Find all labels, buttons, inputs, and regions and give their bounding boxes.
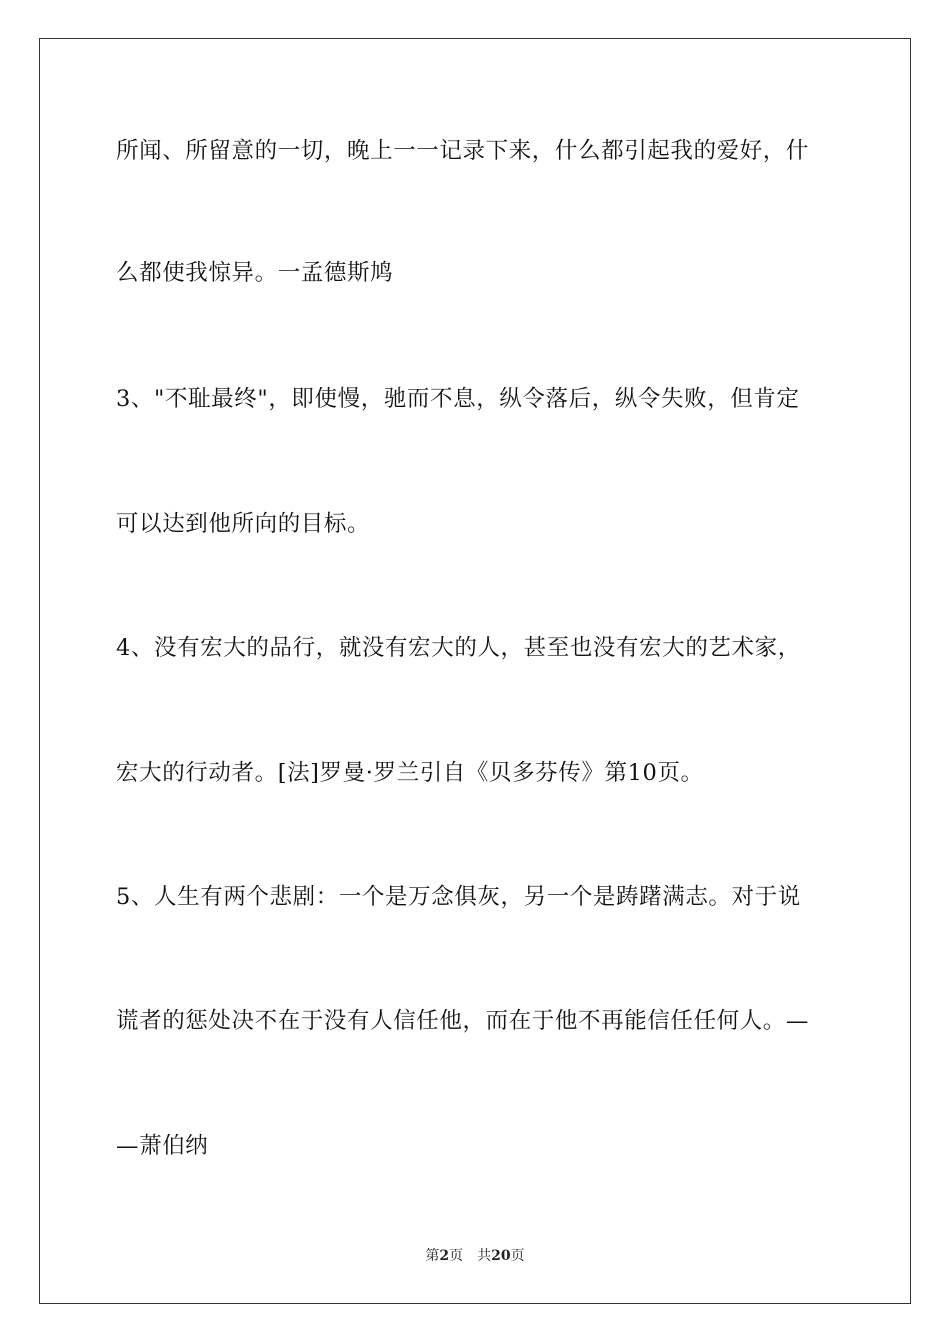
text-line: 可以达到他所向的目标。 xyxy=(116,511,371,537)
page-border xyxy=(39,38,911,1304)
text-line: 5、人生有两个悲剧：一个是万念俱灰，另一个是踌躇满志。对于说 xyxy=(116,884,801,910)
text-line: 谎者的惩处决不在于没有人信任他，而在于他不再能信任任何人。— xyxy=(116,1008,810,1034)
text-line: 4、没有宏大的品行，就没有宏大的人，甚至也没有宏大的艺术家， xyxy=(116,635,801,661)
text-line: 宏大的行动者。[法]罗曼·罗兰引自《贝多芬传》第10页。 xyxy=(116,760,704,786)
text-line: 么都使我惊异。一孟德斯鸠 xyxy=(116,260,394,286)
text-line: 3、"不耻最终"，即使慢，驰而不息，纵令落后，纵令失败，但肯定 xyxy=(116,386,800,412)
total-pages-indicator: 共20页 xyxy=(477,1248,525,1264)
page-indicator: 第2页 xyxy=(425,1248,464,1264)
text-line: —萧伯纳 xyxy=(116,1133,209,1159)
page-footer xyxy=(0,1247,950,1265)
text-line: 所闻、所留意的一切，晚上一一记录下来，什么都引起我的爱好，什 xyxy=(116,138,810,164)
